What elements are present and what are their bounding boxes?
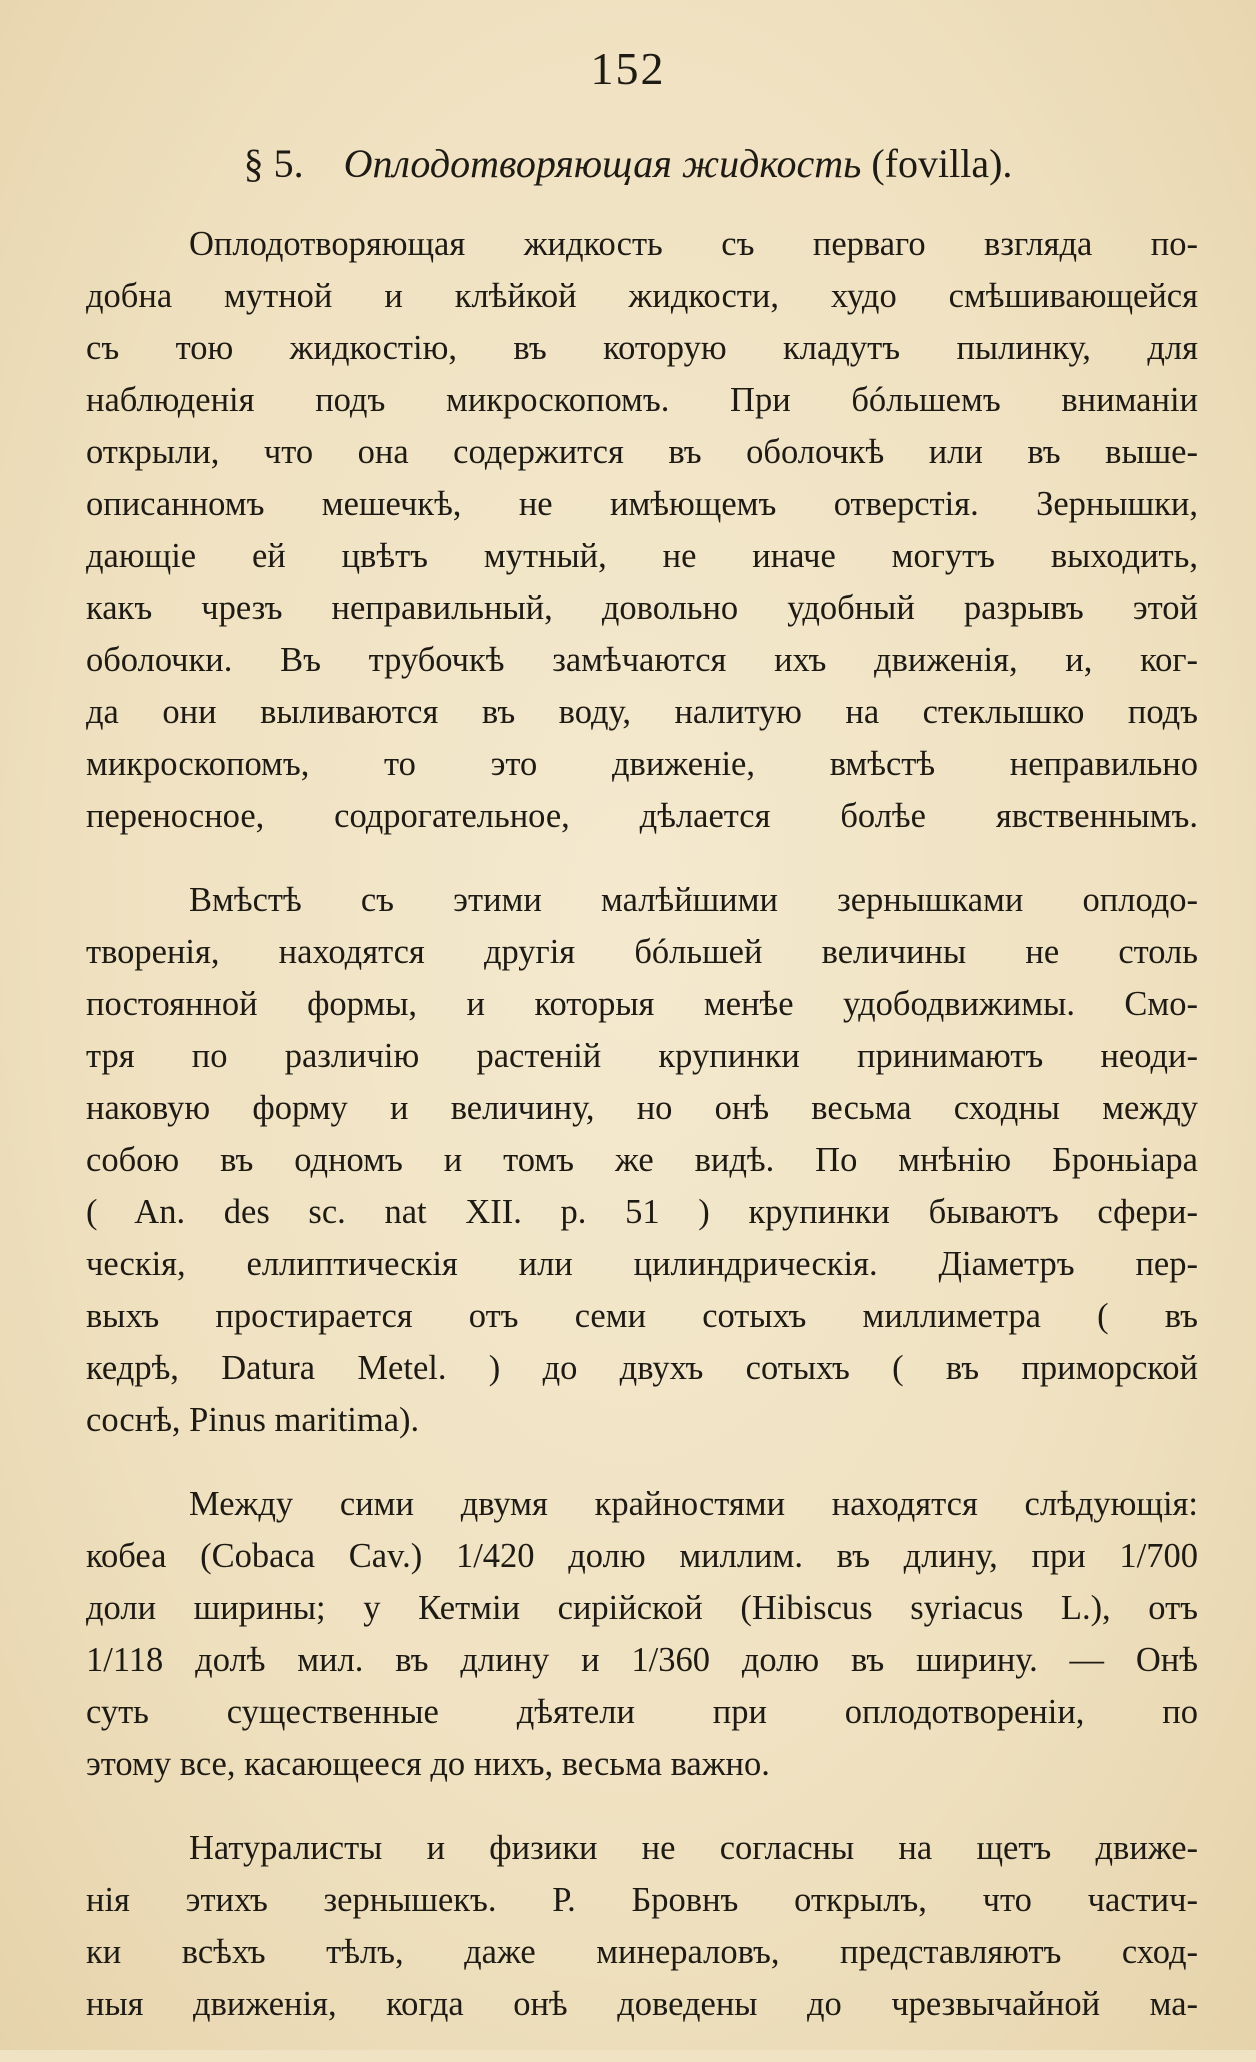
text-line: оболочки. Въ трубочкѣ замѣчаются ихъ движенія, и, ког- <box>86 641 1198 679</box>
text-line: открыли, что она содержится въ оболочкѣ или въ выше- <box>86 433 1198 471</box>
text-line: доли ширины; у Кетміи сирійской (Hibiscus syriacus L.), отъ <box>86 1589 1198 1627</box>
section-title-latin: (fovilla). <box>871 141 1013 186</box>
text-line: суть существенные дѣятели при оплодотвореніи, по <box>86 1693 1198 1731</box>
text-line: наковую форму и величину, но онѣ весьма сходны между <box>86 1089 1198 1127</box>
paragraph-3 <box>86 1478 1198 1790</box>
text-line: ческія, еллиптическія или цилиндрическія. Діаметръ пер- <box>86 1245 1198 1283</box>
section-title-text: Оплодотворяющая жидкость <box>343 141 862 186</box>
text-line: ки всѣхъ тѣлъ, даже минераловъ, представляютъ сход- <box>86 1933 1198 1971</box>
text-line: 1/118 долѣ мил. въ длину и 1/360 долю въ ширину. — Онѣ <box>86 1641 1198 1679</box>
text-line: съ тою жидкостію, въ которую кладутъ пылинку, для <box>86 329 1198 367</box>
text-line: собою въ одномъ и томъ же видѣ. По мнѣнію Броньіара <box>86 1141 1198 1179</box>
text-line: Между сими двумя крайностями находятся слѣдующія: <box>189 1485 1198 1523</box>
text-line: кедрѣ, Datura Metel. ) до двухъ сотыхъ ( въ приморской <box>86 1349 1198 1387</box>
text-line: соснѣ, Pinus maritima). <box>86 1401 420 1439</box>
text-line: этому все, касающееся до нихъ, весьма важно. <box>86 1745 770 1783</box>
text-line: Вмѣстѣ съ этими малѣйшими зернышками оплодо- <box>189 881 1198 919</box>
text-line: переносное, содрогательное, дѣлается болѣе явственнымъ. <box>86 797 1198 835</box>
text-line: выхъ простирается отъ семи сотыхъ миллиметра ( въ <box>86 1297 1198 1335</box>
text-line: описанномъ мешечкѣ, не имѣющемъ отверстія. Зернышки, <box>86 485 1198 523</box>
text-line: нія этихъ зернышекъ. Р. Бровнъ открылъ, что частич- <box>86 1881 1198 1919</box>
text-line: дающіе ей цвѣтъ мутный, не иначе могутъ выходить, <box>86 537 1198 575</box>
text-line: Оплодотворяющая жидкость съ перваго взгляда по- <box>189 225 1198 263</box>
page-number: 152 <box>590 43 666 94</box>
text-line: кобеа (Cobaca Cav.) 1/420 долю миллим. въ длину, при 1/700 <box>86 1537 1198 1575</box>
text-line: какъ чрезъ неправильный, довольно удобный разрывъ этой <box>86 589 1198 627</box>
paragraph-4 <box>86 1822 1198 2030</box>
body-text <box>86 218 1198 2062</box>
text-line: да они выливаются въ воду, налитую на стеклышко подъ <box>86 693 1198 731</box>
text-line: добна мутной и клѣйкой жидкости, худо смѣшивающейся <box>86 277 1198 315</box>
text-line: Натуралисты и физики не согласны на щетъ движе- <box>189 1829 1198 1867</box>
paragraph-1 <box>86 218 1198 842</box>
text-line: творенія, находятся другія бóльшей величины не столь <box>86 933 1198 971</box>
section-heading <box>0 140 1256 187</box>
section-number: § 5. <box>243 141 304 186</box>
text-line: тря по различію растеній крупинки принимаютъ неоди- <box>86 1037 1198 1075</box>
text-line: микроскопомъ, то это движеніе, вмѣстѣ неправильно <box>86 745 1198 783</box>
text-line: постоянной формы, и которыя менѣе удободвижимы. Смо- <box>86 985 1198 1023</box>
paragraph-2 <box>86 874 1198 1446</box>
text-line: ( An. des sc. nat XII. p. 51 ) крупинки бываютъ сфери- <box>86 1193 1198 1231</box>
text-line: наблюденія подъ микроскопомъ. При бóльшемъ вниманіи <box>86 381 1198 419</box>
text-line: ныя движенія, когда онѣ доведены до чрезвычайной ма- <box>86 1985 1198 2023</box>
